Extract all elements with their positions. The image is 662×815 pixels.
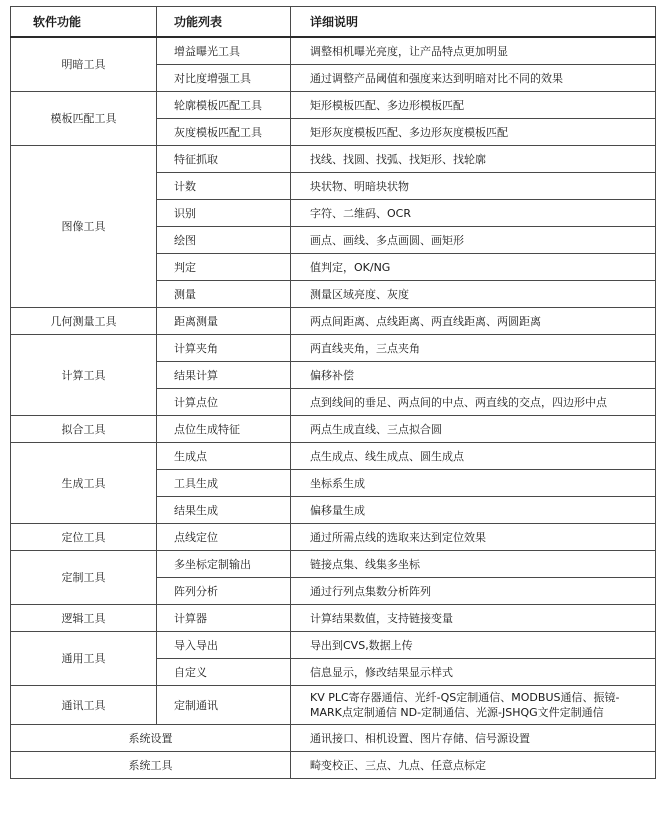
merged-category-cell: 系统工具 <box>11 752 291 779</box>
function-cell: 计算点位 <box>157 389 291 416</box>
description-cell: 畸变校正、三点、九点、任意点标定 <box>291 752 656 779</box>
category-cell: 通用工具 <box>11 632 157 686</box>
function-cell: 判定 <box>157 254 291 281</box>
category-cell: 图像工具 <box>11 146 157 308</box>
description-cell: 信息显示，修改结果显示样式 <box>291 659 656 686</box>
table-row <box>11 752 656 779</box>
description-cell: 点生成点、线生成点、圆生成点 <box>291 443 656 470</box>
merged-category-cell: 系统设置 <box>11 725 291 752</box>
description-cell: 两直线夹角，三点夹角 <box>291 335 656 362</box>
description-cell: 通过所需点线的选取来达到定位效果 <box>291 524 656 551</box>
function-cell: 计算器 <box>157 605 291 632</box>
function-cell: 自定义 <box>157 659 291 686</box>
category-cell: 计算工具 <box>11 335 157 416</box>
description-cell: 链接点集、线集多坐标 <box>291 551 656 578</box>
description-cell: 调整相机曝光亮度，让产品特点更加明显 <box>291 37 656 65</box>
function-cell: 生成点 <box>157 443 291 470</box>
table-row <box>11 308 656 335</box>
function-cell: 阵列分析 <box>157 578 291 605</box>
function-cell: 特征抓取 <box>157 146 291 173</box>
description-cell: 矩形模板匹配、多边形模板匹配 <box>291 92 656 119</box>
function-cell: 计算夹角 <box>157 335 291 362</box>
category-cell: 模板匹配工具 <box>11 92 157 146</box>
function-cell: 结果计算 <box>157 362 291 389</box>
header-software-function: 软件功能 <box>11 7 157 38</box>
description-cell: 值判定，OK/NG <box>291 254 656 281</box>
description-cell: 画点、画线、多点画圆、画矩形 <box>291 227 656 254</box>
description-cell: 计算结果数值，支持链接变量 <box>291 605 656 632</box>
function-cell: 识别 <box>157 200 291 227</box>
category-cell: 定位工具 <box>11 524 157 551</box>
category-cell: 逻辑工具 <box>11 605 157 632</box>
category-cell: 拟合工具 <box>11 416 157 443</box>
description-cell: 块状物、明暗块状物 <box>291 173 656 200</box>
description-cell: 通讯接口、相机设置、图片存储、信号源设置 <box>291 725 656 752</box>
description-cell: 点到线间的垂足、两点间的中点、两直线的交点，四边形中点 <box>291 389 656 416</box>
function-cell: 对比度增强工具 <box>157 65 291 92</box>
function-cell: 测量 <box>157 281 291 308</box>
feature-table <box>10 6 656 779</box>
function-cell: 增益曝光工具 <box>157 37 291 65</box>
function-cell: 结果生成 <box>157 497 291 524</box>
description-cell: 导出到CVS,数据上传 <box>291 632 656 659</box>
table-row <box>11 92 656 119</box>
description-cell: 矩形灰度模板匹配、多边形灰度模板匹配 <box>291 119 656 146</box>
table-row <box>11 632 656 659</box>
description-cell: 找线、找圆、找弧、找矩形、找轮廓 <box>291 146 656 173</box>
description-cell: 通过调整产品阈值和强度来达到明暗对比不同的效果 <box>291 65 656 92</box>
function-cell: 定制通讯 <box>157 686 291 725</box>
function-cell: 多坐标定制输出 <box>157 551 291 578</box>
function-cell: 工具生成 <box>157 470 291 497</box>
description-cell: 偏移量生成 <box>291 497 656 524</box>
description-cell: 偏移补偿 <box>291 362 656 389</box>
function-cell: 点线定位 <box>157 524 291 551</box>
category-cell: 定制工具 <box>11 551 157 605</box>
description-cell: KV PLC寄存器通信、光纤-QS定制通信、MODBUS通信、振镜-MARK点定制通信 ND-定制通信、光源-JSHQG文件定制通信 <box>291 686 656 725</box>
function-cell: 点位生成特征 <box>157 416 291 443</box>
table-row <box>11 686 656 725</box>
table-row <box>11 725 656 752</box>
table-row <box>11 37 656 65</box>
function-cell: 灰度模板匹配工具 <box>157 119 291 146</box>
table-row <box>11 524 656 551</box>
table-row <box>11 443 656 470</box>
category-cell: 通讯工具 <box>11 686 157 725</box>
table-row <box>11 605 656 632</box>
header-row <box>11 7 656 38</box>
table-body <box>11 37 656 779</box>
category-cell: 生成工具 <box>11 443 157 524</box>
function-cell: 计数 <box>157 173 291 200</box>
description-cell: 通过行列点集数分析阵列 <box>291 578 656 605</box>
header-function-list: 功能列表 <box>157 7 291 38</box>
header-details: 详细说明 <box>291 7 656 38</box>
function-cell: 距离测量 <box>157 308 291 335</box>
table-row <box>11 416 656 443</box>
function-cell: 导入导出 <box>157 632 291 659</box>
function-cell: 绘图 <box>157 227 291 254</box>
table-row <box>11 146 656 173</box>
description-cell: 字符、二维码、OCR <box>291 200 656 227</box>
table-row <box>11 551 656 578</box>
table-row <box>11 335 656 362</box>
description-cell: 两点间距离、点线距离、两直线距离、两圆距离 <box>291 308 656 335</box>
function-cell: 轮廓模板匹配工具 <box>157 92 291 119</box>
category-cell: 几何测量工具 <box>11 308 157 335</box>
description-cell: 测量区域亮度、灰度 <box>291 281 656 308</box>
category-cell: 明暗工具 <box>11 37 157 92</box>
description-cell: 坐标系生成 <box>291 470 656 497</box>
description-cell: 两点生成直线、三点拟合圆 <box>291 416 656 443</box>
